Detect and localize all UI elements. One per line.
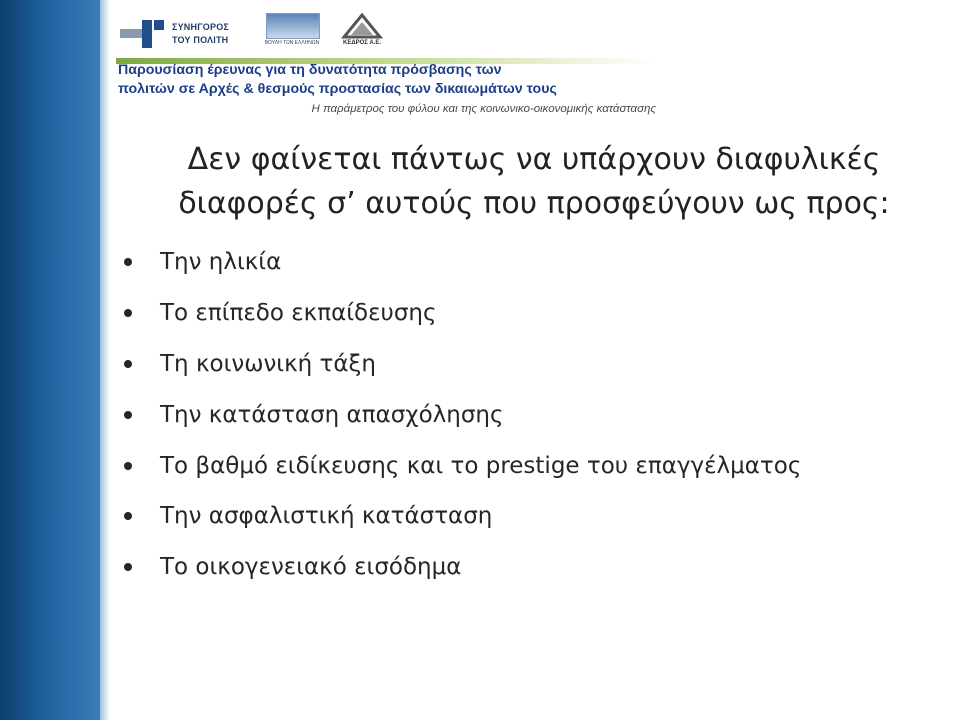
bullet-text: Το οικογενειακό εισόδημα <box>160 554 462 580</box>
bullet-text: Τη κοινωνική τάξη <box>160 351 376 377</box>
banner-subtitle: Η παράμετρος του φύλου και της κοινωνικο-οικονομικής κατάστασης <box>311 103 656 115</box>
parliament-image <box>266 13 320 39</box>
bullet-dot-icon <box>124 462 132 470</box>
synigoros-logo-line1: ΣΥΝΗΓΟΡΟΣ <box>172 22 230 32</box>
kedros-logo <box>340 13 384 49</box>
bullet-item <box>122 500 936 532</box>
kedros-triangle-icon <box>340 13 384 39</box>
bullet-item <box>122 450 936 482</box>
bullet-list <box>122 246 936 602</box>
sidebar-edge-gradient <box>100 0 110 720</box>
research-banner <box>116 58 656 120</box>
banner-line1: Παρουσίαση έρευνας για τη δυνατότητα πρόσβασης των <box>118 62 502 78</box>
slide-title <box>108 138 960 226</box>
slide-title-line2: διαφορές σ’ αυτούς που προσφεύγουν ως προς: <box>178 186 890 221</box>
bullet-text: Το βαθμό ειδίκευσης και το prestige του επαγγέλματος <box>160 453 802 479</box>
synigoros-logo <box>120 14 246 54</box>
bullet-item <box>122 551 936 583</box>
synigoros-mark-icon <box>120 20 166 48</box>
bullet-dot-icon <box>124 411 132 419</box>
kedros-logo-caption: ΚΕΔΡΟΣ Α.Ε. <box>342 40 382 46</box>
bullet-text: Το επίπεδο εκπαίδευσης <box>160 300 437 326</box>
bullet-dot-icon <box>124 360 132 368</box>
vouli-logo <box>260 13 324 49</box>
bullet-text: Την ηλικία <box>160 249 282 275</box>
bullet-item <box>122 246 936 278</box>
slide-title-line1: Δεν φαίνεται πάντως να υπάρχουν διαφυλικές <box>187 142 881 177</box>
bullet-item <box>122 348 936 380</box>
bullet-item <box>122 399 936 431</box>
bullet-text: Την ασφαλιστική κατάσταση <box>160 503 493 529</box>
synigoros-logo-line2: ΤΟΥ ΠΟΛΙΤΗ <box>172 35 229 45</box>
bullet-dot-icon <box>124 563 132 571</box>
sidebar-decoration <box>0 0 100 720</box>
bullet-dot-icon <box>124 258 132 266</box>
bullet-dot-icon <box>124 512 132 520</box>
bullet-text: Την κατάσταση απασχόλησης <box>160 402 504 428</box>
vouli-logo-caption: ΒΟΥΛΗ ΤΩΝ ΕΛΛΗΝΩΝ <box>264 40 320 46</box>
bullet-item <box>122 297 936 329</box>
bullet-dot-icon <box>124 309 132 317</box>
banner-line2: πολιτών σε Αρχές & θεσμούς προστασίας των δικαιωμάτων τους <box>118 81 557 97</box>
